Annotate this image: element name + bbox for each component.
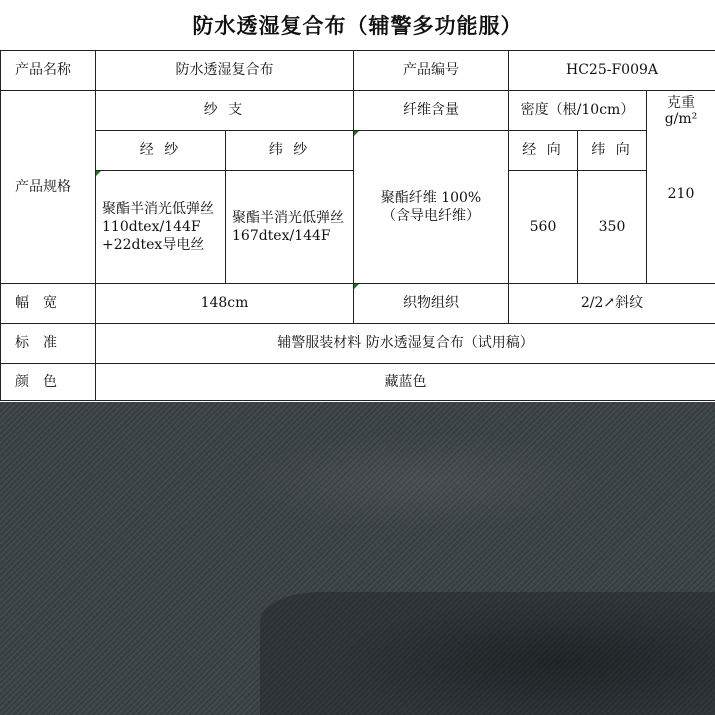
comment-marker bbox=[96, 171, 101, 176]
fiber-cell bbox=[354, 131, 509, 284]
code-label: 产品编号 bbox=[354, 51, 509, 91]
name-value: 防水透湿复合布 bbox=[96, 51, 354, 91]
width-label: 幅 宽 bbox=[1, 284, 96, 324]
name-label: 产品名称 bbox=[1, 51, 96, 91]
fiber-value: 聚酯纤维 100% （含导电纤维） bbox=[380, 189, 482, 224]
weft-yarn-label: 纬 纱 bbox=[226, 131, 354, 171]
spec-table bbox=[0, 50, 715, 401]
yarn-count-label: 纱 支 bbox=[96, 91, 354, 131]
page-title: 防水透湿复合布（辅警多功能服） bbox=[192, 14, 523, 38]
fiber-label: 纤维含量 bbox=[354, 91, 509, 131]
weave-label: 织物组织 bbox=[403, 295, 459, 312]
weft-density: 350 bbox=[578, 171, 647, 284]
weft-yarn-value: 聚酯半消光低弹丝167dtex/144F bbox=[232, 209, 344, 244]
comment-marker bbox=[354, 284, 359, 289]
weave-cell bbox=[354, 284, 509, 324]
weft-yarn-cell bbox=[226, 171, 354, 284]
gsm-label: 克重 g/m² bbox=[664, 95, 698, 128]
width-value: 148cm bbox=[96, 284, 354, 324]
color-value: 藏蓝色 bbox=[96, 364, 715, 401]
gsm-cell bbox=[647, 91, 715, 284]
color-label: 颜 色 bbox=[1, 364, 96, 401]
warp-yarn-label: 经 纱 bbox=[96, 131, 226, 171]
warp-yarn-value: 聚酯半消光低弹丝110dtex/144F +22dtex导电丝 bbox=[102, 200, 214, 254]
code-value: HC25-F009A bbox=[509, 51, 715, 91]
density-label: 密度（根/10cm） bbox=[509, 91, 647, 131]
gsm-value: 210 bbox=[667, 185, 695, 202]
warp-dir-label: 经 向 bbox=[509, 131, 578, 171]
fabric-fold-shadow bbox=[260, 592, 715, 715]
weft-dir-label: 纬 向 bbox=[578, 131, 647, 171]
comment-marker bbox=[354, 131, 359, 136]
spec-label: 产品规格 bbox=[1, 91, 96, 284]
weave-value: 2/2↗斜纹 bbox=[509, 284, 715, 324]
standard-label: 标 准 bbox=[1, 324, 96, 364]
warp-yarn-cell bbox=[96, 171, 226, 284]
standard-value: 辅警服装材料 防水透湿复合布（试用稿） bbox=[96, 324, 715, 364]
warp-density: 560 bbox=[509, 171, 578, 284]
fabric-swatch-photo bbox=[0, 402, 715, 715]
